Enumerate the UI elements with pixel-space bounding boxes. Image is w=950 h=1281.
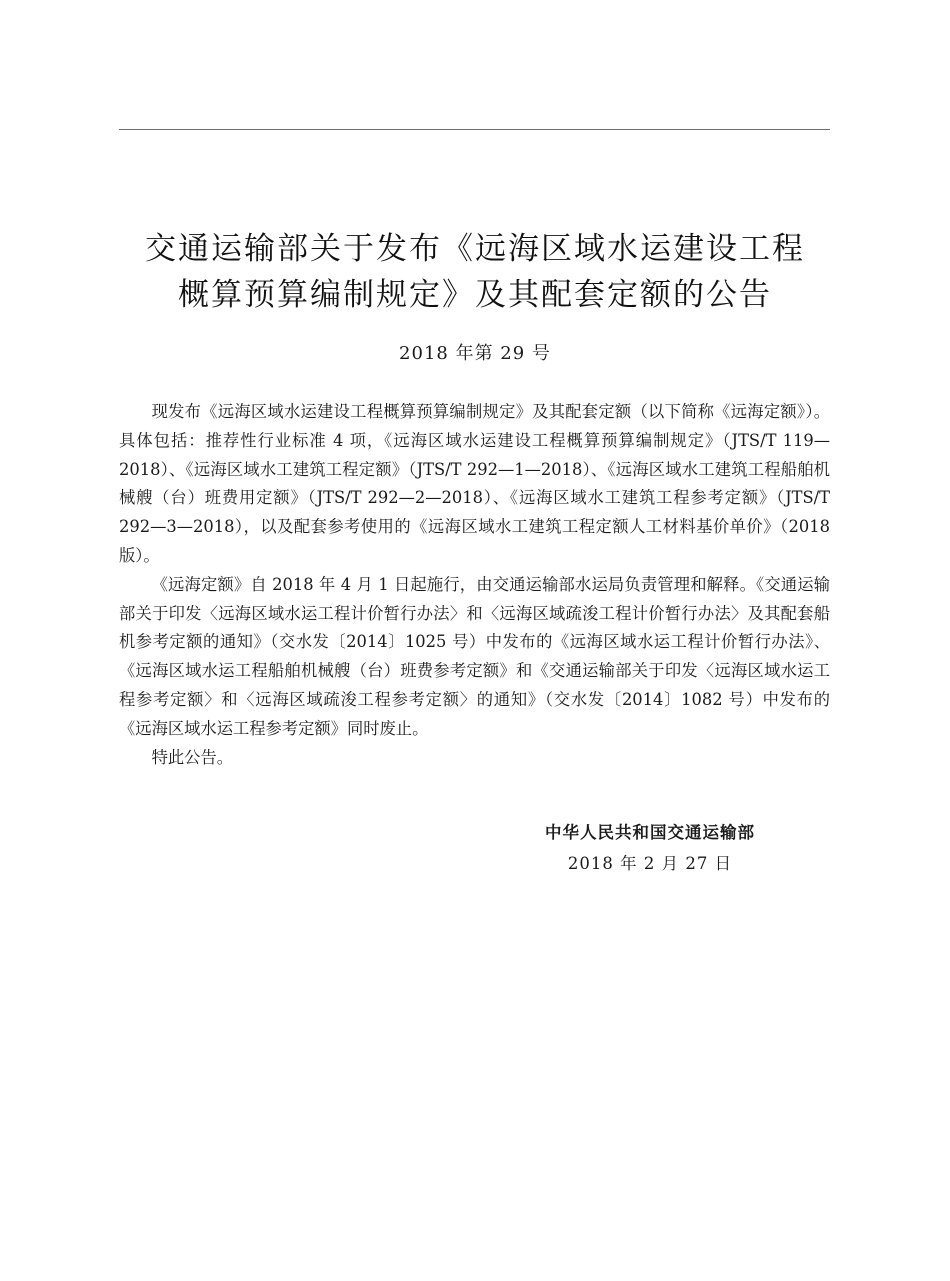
title-line-2: 概算预算编制规定》及其配套定额的公告	[178, 277, 772, 313]
issue-date: 2018 年 2 月 27 日	[567, 854, 733, 873]
body-paragraph-2: 《远海定额》自 2018 年 4 月 1 日起施行，由交通运输部水运局负责管理和解释。《交通运输部关于印发〈远海区域水运工程计价暂行办法〉和〈远海区域疏浚工程计价暂行办法〉及其配套船机参考定额的通知》（交水发〔2014〕1025 号）中发布的《远海区域水运工程计价暂行办法》、《远海区域水运工程船舶机械艘（台）班费参考定额》和《交通运输部关于印发〈远海区域水运工程参考定额〉和〈远海区域疏浚工程参考定额〉的通知》（交水发〔2014〕1082 号）中发布的《远海区域水运工程参考定额》同时废止。	[119, 574, 830, 738]
announcement-title	[100, 226, 850, 318]
title-line-1: 交通运输部关于发布《远海区域水运建设工程	[145, 231, 805, 267]
announcement-body	[119, 398, 830, 772]
issuing-organization: 中华人民共和国交通运输部	[545, 823, 755, 842]
body-paragraph-3: 特此公告。	[151, 747, 234, 767]
signature-block	[490, 817, 810, 879]
document-number: 2018 年第 29 号	[399, 343, 551, 364]
body-paragraph-1: 现发布《远海区域水运建设工程概算预算编制规定》及其配套定额（以下简称《远海定额》）。具体包括：推荐性行业标准 4 项，《远海区域水运建设工程概算预算编制规定》（JTS/T 119—2018）、《远海区域水工建筑工程定额》（JTS/T 292—1—2018）、《远海区域水工建筑工程船舶机械艘（台）班费用定额》（JTS/T 292—2—2018）、《远海区域水工建筑工程参考定额》（JTS/T 292—3—2018），以及配套参考使用的《远海区域水工建筑工程定额人工材料基价单价》（2018 版）。	[119, 402, 830, 565]
header-rule	[119, 129, 830, 130]
